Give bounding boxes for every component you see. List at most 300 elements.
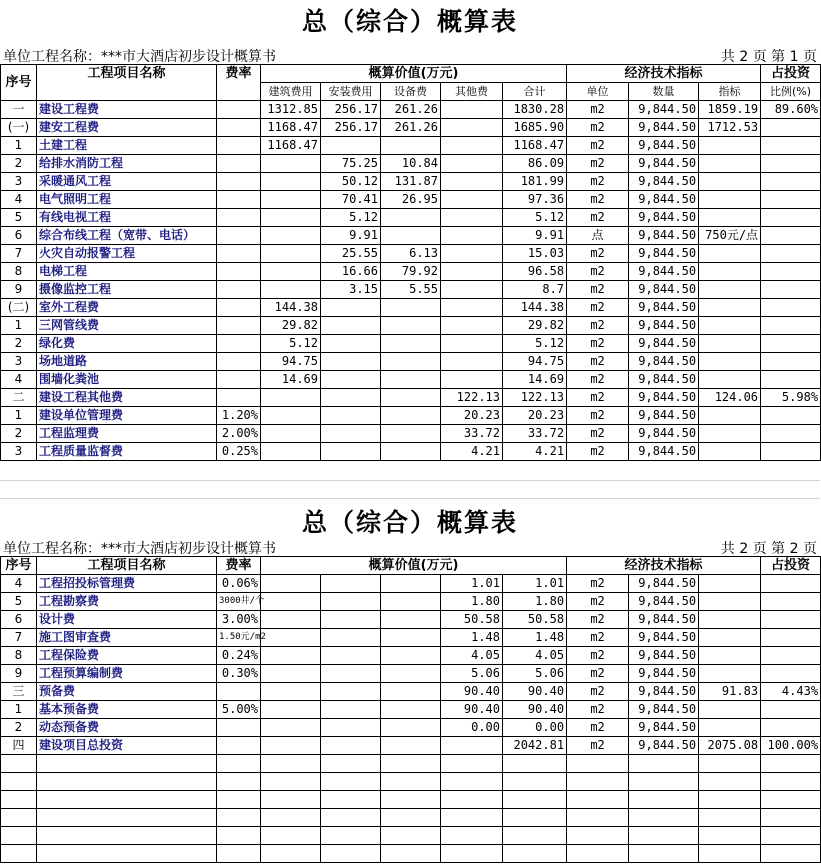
row-unit[interactable]: m2 — [567, 155, 629, 173]
empty-cell[interactable] — [761, 845, 821, 863]
row-other[interactable] — [441, 299, 503, 317]
empty-cell[interactable] — [567, 845, 629, 863]
row-seq[interactable]: 2 — [1, 155, 37, 173]
row-total[interactable]: 1.80 — [503, 593, 567, 611]
row-rate[interactable] — [217, 245, 261, 263]
empty-cell[interactable] — [503, 791, 567, 809]
row-ratio[interactable] — [761, 647, 821, 665]
empty-cell[interactable] — [321, 791, 381, 809]
row-unit[interactable]: m2 — [567, 647, 629, 665]
row-rate[interactable] — [217, 683, 261, 701]
row-seq[interactable]: 二 — [1, 389, 37, 407]
row-quantity[interactable]: 9,844.50 — [629, 353, 699, 371]
row-building[interactable] — [261, 629, 321, 647]
row-quantity[interactable]: 9,844.50 — [629, 317, 699, 335]
row-unit[interactable]: m2 — [567, 371, 629, 389]
row-total[interactable]: 1830.28 — [503, 101, 567, 119]
empty-cell[interactable] — [629, 809, 699, 827]
row-unit[interactable]: m2 — [567, 629, 629, 647]
row-building[interactable] — [261, 701, 321, 719]
row-unit[interactable]: m2 — [567, 593, 629, 611]
row-unit[interactable]: m2 — [567, 317, 629, 335]
row-quantity[interactable]: 9,844.50 — [629, 719, 699, 737]
row-quantity[interactable]: 9,844.50 — [629, 683, 699, 701]
row-other[interactable]: 1.48 — [441, 629, 503, 647]
row-seq[interactable]: 1 — [1, 407, 37, 425]
row-building[interactable] — [261, 611, 321, 629]
row-seq[interactable]: 6 — [1, 611, 37, 629]
empty-cell[interactable] — [321, 827, 381, 845]
row-other[interactable] — [441, 227, 503, 245]
row-quantity[interactable]: 9,844.50 — [629, 371, 699, 389]
row-other[interactable] — [441, 245, 503, 263]
empty-cell[interactable] — [699, 809, 761, 827]
row-building[interactable] — [261, 575, 321, 593]
empty-cell[interactable] — [699, 773, 761, 791]
row-total[interactable]: 90.40 — [503, 701, 567, 719]
row-install[interactable] — [321, 665, 381, 683]
row-building[interactable] — [261, 209, 321, 227]
row-equipment[interactable] — [381, 629, 441, 647]
row-total[interactable]: 5.12 — [503, 335, 567, 353]
row-index[interactable] — [699, 155, 761, 173]
row-quantity[interactable]: 9,844.50 — [629, 443, 699, 461]
row-other[interactable]: 33.72 — [441, 425, 503, 443]
row-total[interactable]: 2042.81 — [503, 737, 567, 755]
row-other[interactable] — [441, 317, 503, 335]
row-equipment[interactable] — [381, 209, 441, 227]
row-other[interactable] — [441, 155, 503, 173]
row-total[interactable]: 0.00 — [503, 719, 567, 737]
row-quantity[interactable]: 9,844.50 — [629, 593, 699, 611]
row-quantity[interactable]: 9,844.50 — [629, 407, 699, 425]
empty-cell[interactable] — [1, 755, 37, 773]
row-seq[interactable]: 3 — [1, 173, 37, 191]
row-name[interactable]: 三网管线费 — [37, 317, 217, 335]
row-ratio[interactable] — [761, 701, 821, 719]
row-index[interactable] — [699, 263, 761, 281]
empty-cell[interactable] — [567, 809, 629, 827]
empty-cell[interactable] — [261, 845, 321, 863]
row-install[interactable]: 5.12 — [321, 209, 381, 227]
row-building[interactable] — [261, 407, 321, 425]
row-rate[interactable]: 5.00% — [217, 701, 261, 719]
row-rate[interactable] — [217, 335, 261, 353]
row-index[interactable]: 124.06 — [699, 389, 761, 407]
row-equipment[interactable]: 261.26 — [381, 101, 441, 119]
row-install[interactable] — [321, 701, 381, 719]
row-unit[interactable]: m2 — [567, 443, 629, 461]
row-rate[interactable]: 1.50元/m2 — [217, 629, 261, 647]
row-install[interactable] — [321, 425, 381, 443]
row-ratio[interactable] — [761, 629, 821, 647]
row-quantity[interactable]: 9,844.50 — [629, 701, 699, 719]
empty-cell[interactable] — [567, 791, 629, 809]
row-name[interactable]: 工程质量监督费 — [37, 443, 217, 461]
empty-cell[interactable] — [217, 809, 261, 827]
row-name[interactable]: 综合布线工程（宽带、电话） — [37, 227, 217, 245]
row-building[interactable] — [261, 245, 321, 263]
row-total[interactable]: 4.05 — [503, 647, 567, 665]
empty-cell[interactable] — [37, 845, 217, 863]
row-equipment[interactable]: 261.26 — [381, 119, 441, 137]
row-equipment[interactable] — [381, 299, 441, 317]
row-other[interactable] — [441, 281, 503, 299]
row-name[interactable]: 建设工程费 — [37, 101, 217, 119]
row-equipment[interactable] — [381, 575, 441, 593]
empty-cell[interactable] — [699, 755, 761, 773]
row-index[interactable]: 91.83 — [699, 683, 761, 701]
row-rate[interactable] — [217, 119, 261, 137]
row-name[interactable]: 预备费 — [37, 683, 217, 701]
row-unit[interactable]: m2 — [567, 245, 629, 263]
empty-cell[interactable] — [261, 755, 321, 773]
row-ratio[interactable] — [761, 719, 821, 737]
row-name[interactable]: 施工图审查费 — [37, 629, 217, 647]
row-equipment[interactable] — [381, 737, 441, 755]
row-total[interactable]: 181.99 — [503, 173, 567, 191]
empty-cell[interactable] — [381, 791, 441, 809]
row-building[interactable] — [261, 263, 321, 281]
empty-cell[interactable] — [761, 755, 821, 773]
row-name[interactable]: 建设单位管理费 — [37, 407, 217, 425]
row-quantity[interactable]: 9,844.50 — [629, 611, 699, 629]
row-name[interactable]: 绿化费 — [37, 335, 217, 353]
row-other[interactable]: 90.40 — [441, 701, 503, 719]
row-equipment[interactable] — [381, 665, 441, 683]
row-index[interactable]: 1712.53 — [699, 119, 761, 137]
row-other[interactable]: 122.13 — [441, 389, 503, 407]
empty-cell[interactable] — [321, 809, 381, 827]
empty-cell[interactable] — [699, 791, 761, 809]
row-quantity[interactable]: 9,844.50 — [629, 647, 699, 665]
row-install[interactable]: 9.91 — [321, 227, 381, 245]
row-index[interactable]: 750元/点 — [699, 227, 761, 245]
row-equipment[interactable] — [381, 647, 441, 665]
row-unit[interactable]: m2 — [567, 101, 629, 119]
row-seq[interactable]: 4 — [1, 575, 37, 593]
row-ratio[interactable] — [761, 335, 821, 353]
row-ratio[interactable] — [761, 227, 821, 245]
row-index[interactable] — [699, 299, 761, 317]
row-quantity[interactable]: 9,844.50 — [629, 263, 699, 281]
row-building[interactable] — [261, 443, 321, 461]
row-index[interactable] — [699, 245, 761, 263]
empty-cell[interactable] — [381, 809, 441, 827]
empty-cell[interactable] — [321, 755, 381, 773]
row-rate[interactable] — [217, 371, 261, 389]
row-ratio[interactable] — [761, 575, 821, 593]
row-unit[interactable]: m2 — [567, 683, 629, 701]
row-unit[interactable]: m2 — [567, 173, 629, 191]
empty-cell[interactable] — [1, 809, 37, 827]
row-unit[interactable]: m2 — [567, 137, 629, 155]
row-ratio[interactable]: 5.98% — [761, 389, 821, 407]
row-install[interactable] — [321, 737, 381, 755]
row-install[interactable] — [321, 593, 381, 611]
row-seq[interactable]: 一 — [1, 101, 37, 119]
row-index[interactable] — [699, 629, 761, 647]
row-quantity[interactable]: 9,844.50 — [629, 227, 699, 245]
row-unit[interactable]: m2 — [567, 263, 629, 281]
empty-cell[interactable] — [1, 827, 37, 845]
row-rate[interactable]: 3000井/个 — [217, 593, 261, 611]
row-ratio[interactable] — [761, 407, 821, 425]
row-unit[interactable]: m2 — [567, 209, 629, 227]
row-seq[interactable]: 4 — [1, 371, 37, 389]
row-total[interactable]: 122.13 — [503, 389, 567, 407]
row-unit[interactable]: m2 — [567, 389, 629, 407]
empty-cell[interactable] — [1, 791, 37, 809]
row-total[interactable]: 94.75 — [503, 353, 567, 371]
row-total[interactable]: 1168.47 — [503, 137, 567, 155]
row-equipment[interactable] — [381, 701, 441, 719]
row-ratio[interactable] — [761, 209, 821, 227]
empty-cell[interactable] — [699, 845, 761, 863]
row-equipment[interactable] — [381, 593, 441, 611]
row-install[interactable]: 25.55 — [321, 245, 381, 263]
empty-cell[interactable] — [503, 755, 567, 773]
row-equipment[interactable]: 5.55 — [381, 281, 441, 299]
row-name[interactable]: 建设工程其他费 — [37, 389, 217, 407]
row-building[interactable] — [261, 719, 321, 737]
row-name[interactable]: 电梯工程 — [37, 263, 217, 281]
row-index[interactable] — [699, 173, 761, 191]
row-name[interactable]: 工程招投标管理费 — [37, 575, 217, 593]
row-seq[interactable]: 9 — [1, 665, 37, 683]
row-unit[interactable]: m2 — [567, 611, 629, 629]
row-name[interactable]: 采暖通风工程 — [37, 173, 217, 191]
row-equipment[interactable] — [381, 407, 441, 425]
row-install[interactable] — [321, 443, 381, 461]
empty-cell[interactable] — [441, 773, 503, 791]
row-seq[interactable]: 5 — [1, 209, 37, 227]
row-install[interactable]: 256.17 — [321, 119, 381, 137]
row-equipment[interactable] — [381, 425, 441, 443]
row-unit[interactable]: m2 — [567, 737, 629, 755]
row-equipment[interactable]: 26.95 — [381, 191, 441, 209]
row-equipment[interactable] — [381, 611, 441, 629]
row-building[interactable] — [261, 389, 321, 407]
row-building[interactable]: 144.38 — [261, 299, 321, 317]
row-quantity[interactable]: 9,844.50 — [629, 737, 699, 755]
row-rate[interactable] — [217, 317, 261, 335]
row-total[interactable]: 9.91 — [503, 227, 567, 245]
row-install[interactable]: 75.25 — [321, 155, 381, 173]
row-name[interactable]: 工程预算编制费 — [37, 665, 217, 683]
empty-cell[interactable] — [629, 845, 699, 863]
row-unit[interactable]: m2 — [567, 575, 629, 593]
row-rate[interactable] — [217, 209, 261, 227]
row-install[interactable] — [321, 353, 381, 371]
empty-cell[interactable] — [761, 809, 821, 827]
row-building[interactable]: 14.69 — [261, 371, 321, 389]
empty-cell[interactable] — [37, 809, 217, 827]
row-install[interactable] — [321, 647, 381, 665]
empty-cell[interactable] — [217, 755, 261, 773]
row-seq[interactable]: 2 — [1, 425, 37, 443]
row-name[interactable]: 设计费 — [37, 611, 217, 629]
row-ratio[interactable] — [761, 263, 821, 281]
row-building[interactable] — [261, 155, 321, 173]
row-install[interactable] — [321, 407, 381, 425]
row-index[interactable]: 2075.08 — [699, 737, 761, 755]
row-unit[interactable]: m2 — [567, 425, 629, 443]
row-total[interactable]: 33.72 — [503, 425, 567, 443]
empty-cell[interactable] — [381, 755, 441, 773]
row-total[interactable]: 14.69 — [503, 371, 567, 389]
row-building[interactable]: 1168.47 — [261, 119, 321, 137]
row-building[interactable] — [261, 683, 321, 701]
row-name[interactable]: 室外工程费 — [37, 299, 217, 317]
row-unit[interactable]: m2 — [567, 407, 629, 425]
empty-cell[interactable] — [629, 791, 699, 809]
row-quantity[interactable]: 9,844.50 — [629, 209, 699, 227]
row-other[interactable]: 4.21 — [441, 443, 503, 461]
row-other[interactable] — [441, 353, 503, 371]
row-other[interactable]: 1.01 — [441, 575, 503, 593]
row-quantity[interactable]: 9,844.50 — [629, 173, 699, 191]
row-rate[interactable] — [217, 191, 261, 209]
row-building[interactable]: 94.75 — [261, 353, 321, 371]
empty-cell[interactable] — [321, 845, 381, 863]
row-ratio[interactable] — [761, 425, 821, 443]
row-other[interactable] — [441, 173, 503, 191]
row-equipment[interactable] — [381, 317, 441, 335]
row-equipment[interactable] — [381, 389, 441, 407]
row-index[interactable] — [699, 719, 761, 737]
row-index[interactable] — [699, 335, 761, 353]
empty-cell[interactable] — [441, 827, 503, 845]
row-rate[interactable] — [217, 389, 261, 407]
row-install[interactable]: 16.66 — [321, 263, 381, 281]
row-quantity[interactable]: 9,844.50 — [629, 155, 699, 173]
row-install[interactable] — [321, 299, 381, 317]
row-rate[interactable] — [217, 737, 261, 755]
row-index[interactable] — [699, 407, 761, 425]
row-rate[interactable]: 0.24% — [217, 647, 261, 665]
row-name[interactable]: 有线电视工程 — [37, 209, 217, 227]
row-equipment[interactable] — [381, 683, 441, 701]
empty-cell[interactable] — [761, 791, 821, 809]
row-equipment[interactable] — [381, 335, 441, 353]
row-quantity[interactable]: 9,844.50 — [629, 245, 699, 263]
row-other[interactable] — [441, 737, 503, 755]
empty-cell[interactable] — [503, 845, 567, 863]
row-name[interactable]: 给排水消防工程 — [37, 155, 217, 173]
row-seq[interactable]: (一) — [1, 119, 37, 137]
row-seq[interactable]: 3 — [1, 353, 37, 371]
row-install[interactable] — [321, 575, 381, 593]
row-seq[interactable]: 9 — [1, 281, 37, 299]
empty-cell[interactable] — [629, 827, 699, 845]
row-install[interactable]: 50.12 — [321, 173, 381, 191]
row-index[interactable] — [699, 191, 761, 209]
empty-cell[interactable] — [381, 773, 441, 791]
row-name[interactable]: 建设项目总投资 — [37, 737, 217, 755]
row-quantity[interactable]: 9,844.50 — [629, 137, 699, 155]
row-building[interactable] — [261, 593, 321, 611]
row-seq[interactable]: 3 — [1, 443, 37, 461]
row-install[interactable] — [321, 389, 381, 407]
row-unit[interactable]: m2 — [567, 281, 629, 299]
row-total[interactable]: 5.06 — [503, 665, 567, 683]
row-equipment[interactable] — [381, 353, 441, 371]
row-ratio[interactable]: 100.00% — [761, 737, 821, 755]
row-name[interactable]: 工程保险费 — [37, 647, 217, 665]
row-total[interactable]: 15.03 — [503, 245, 567, 263]
empty-cell[interactable] — [503, 827, 567, 845]
row-rate[interactable]: 0.30% — [217, 665, 261, 683]
empty-cell[interactable] — [381, 827, 441, 845]
empty-cell[interactable] — [567, 827, 629, 845]
row-building[interactable] — [261, 737, 321, 755]
row-total[interactable]: 29.82 — [503, 317, 567, 335]
row-quantity[interactable]: 9,844.50 — [629, 119, 699, 137]
row-index[interactable] — [699, 611, 761, 629]
row-building[interactable]: 1168.47 — [261, 137, 321, 155]
row-index[interactable] — [699, 317, 761, 335]
row-other[interactable]: 5.06 — [441, 665, 503, 683]
row-building[interactable] — [261, 665, 321, 683]
row-name[interactable]: 电气照明工程 — [37, 191, 217, 209]
row-ratio[interactable] — [761, 665, 821, 683]
row-equipment[interactable] — [381, 137, 441, 155]
row-rate[interactable]: 1.20% — [217, 407, 261, 425]
row-other[interactable] — [441, 191, 503, 209]
row-install[interactable] — [321, 317, 381, 335]
row-seq[interactable]: 1 — [1, 137, 37, 155]
row-install[interactable] — [321, 719, 381, 737]
row-total[interactable]: 90.40 — [503, 683, 567, 701]
row-install[interactable] — [321, 371, 381, 389]
row-quantity[interactable]: 9,844.50 — [629, 281, 699, 299]
row-seq[interactable]: 7 — [1, 245, 37, 263]
row-other[interactable]: 50.58 — [441, 611, 503, 629]
row-unit[interactable]: m2 — [567, 119, 629, 137]
row-index[interactable] — [699, 137, 761, 155]
row-rate[interactable]: 0.25% — [217, 443, 261, 461]
empty-cell[interactable] — [441, 809, 503, 827]
row-total[interactable]: 50.58 — [503, 611, 567, 629]
row-seq[interactable]: 三 — [1, 683, 37, 701]
row-seq[interactable]: (二) — [1, 299, 37, 317]
row-quantity[interactable]: 9,844.50 — [629, 575, 699, 593]
row-equipment[interactable] — [381, 371, 441, 389]
row-seq[interactable]: 4 — [1, 191, 37, 209]
row-rate[interactable] — [217, 353, 261, 371]
row-rate[interactable] — [217, 101, 261, 119]
empty-cell[interactable] — [217, 773, 261, 791]
row-quantity[interactable]: 9,844.50 — [629, 299, 699, 317]
row-index[interactable] — [699, 371, 761, 389]
row-install[interactable]: 256.17 — [321, 101, 381, 119]
row-unit[interactable]: m2 — [567, 299, 629, 317]
row-ratio[interactable] — [761, 173, 821, 191]
row-name[interactable]: 工程监理费 — [37, 425, 217, 443]
row-ratio[interactable] — [761, 353, 821, 371]
row-seq[interactable]: 6 — [1, 227, 37, 245]
row-other[interactable]: 20.23 — [441, 407, 503, 425]
row-seq[interactable]: 四 — [1, 737, 37, 755]
row-other[interactable]: 1.80 — [441, 593, 503, 611]
row-name[interactable]: 工程勘察费 — [37, 593, 217, 611]
row-rate[interactable] — [217, 227, 261, 245]
empty-cell[interactable] — [629, 755, 699, 773]
row-ratio[interactable] — [761, 281, 821, 299]
empty-cell[interactable] — [37, 755, 217, 773]
empty-cell[interactable] — [37, 773, 217, 791]
